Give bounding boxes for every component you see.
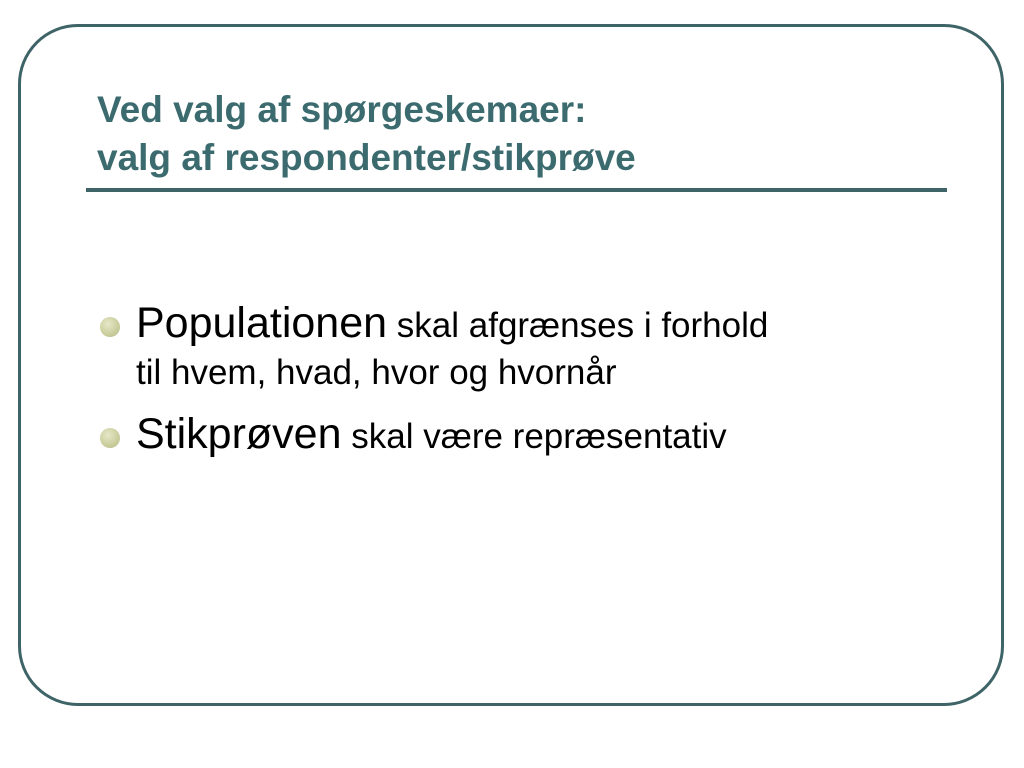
bullet-lead-text: Stikprøven: [136, 410, 342, 458]
bullet-rest-text: skal være repræsentativ: [341, 417, 727, 456]
bullet-item-sample: [100, 409, 960, 462]
bullet-continuation-text: til hvem, hvad, hvor og hvornår: [136, 353, 617, 392]
bullet-dot-icon: [100, 428, 120, 448]
bullet-rest-text: skal afgrænses i forhold: [387, 306, 769, 345]
title-divider: [86, 188, 947, 192]
bullet-lead-text: Populationen: [136, 299, 388, 347]
slide-title: [97, 86, 957, 182]
title-line-1: Ved valg af spørgeskemaer:: [97, 89, 587, 130]
bullet-list: [100, 298, 960, 476]
title-line-2: valg af respondenter/stikprøve: [97, 137, 636, 178]
bullet-dot-icon: [100, 317, 120, 337]
bullet-item-population: [100, 298, 960, 395]
